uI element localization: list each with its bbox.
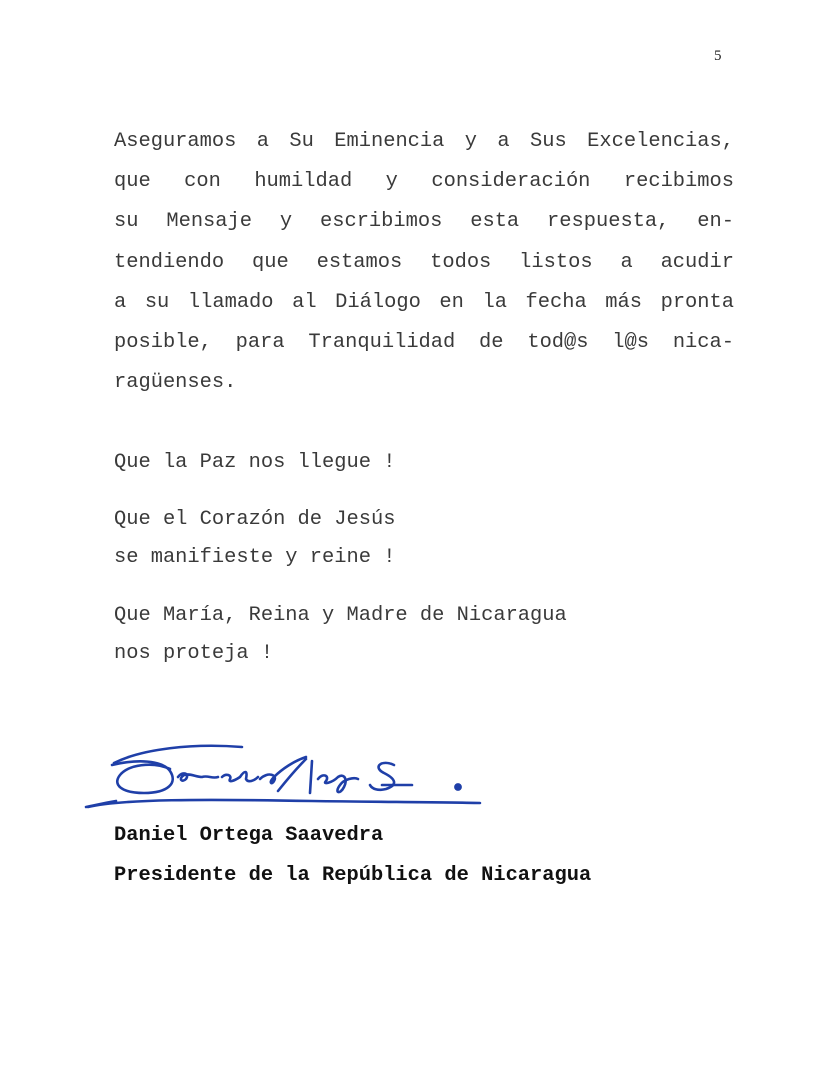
signer-name: Daniel Ortega Saavedra	[114, 824, 384, 847]
page-number: 5	[714, 48, 722, 64]
closing-heart	[114, 501, 734, 577]
closing-maria	[114, 597, 734, 673]
closing-line: Que la Paz nos llegue !	[114, 451, 396, 474]
body-paragraph	[114, 122, 734, 403]
closing-line: nos proteja !	[114, 642, 274, 665]
body-line: que con humildad y consideración recibimos	[114, 170, 734, 194]
body-line: a su llamado al Diálogo en la fecha más pronta	[114, 290, 734, 314]
closing-line: Que María, Reina y Madre de Nicaragua	[114, 604, 567, 627]
body-line: su Mensaje y escribimos esta respuesta, en-	[114, 210, 734, 234]
body-line: posible, para Tranquilidad de tod@s l@s nica-	[114, 330, 734, 354]
body-line: tendiendo que estamos todos listos a acudir	[114, 250, 734, 274]
body-line: ragüenses.	[114, 371, 237, 395]
closing-line: se manifieste y reine !	[114, 546, 396, 569]
body-line: Aseguramos a Su Eminencia y a Sus Excelencias,	[114, 130, 734, 153]
signature-image	[82, 735, 502, 820]
closing-peace	[114, 444, 734, 482]
closing-line: Que el Corazón de Jesús	[114, 508, 396, 531]
signer-title: Presidente de la República de Nicaragua	[114, 864, 592, 887]
